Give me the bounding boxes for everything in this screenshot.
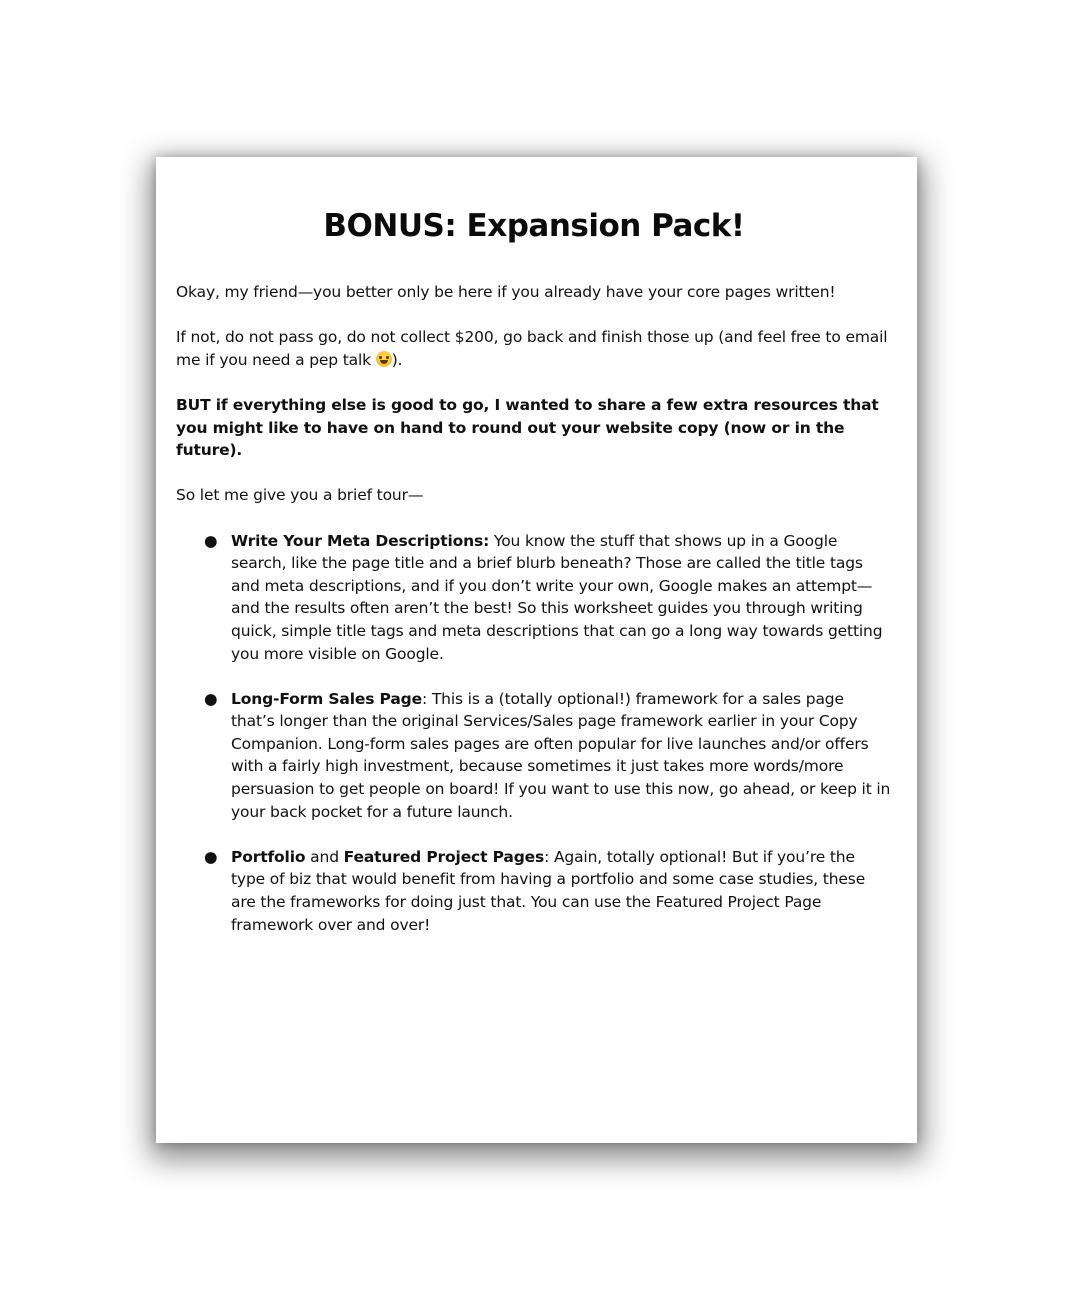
- if-not-end-text: ).: [391, 350, 403, 369]
- document-title: BONUS: Expansion Pack!: [323, 208, 745, 244]
- list-item-label: Write Your Meta Descriptions:: [231, 531, 490, 550]
- tour-paragraph: So let me give you a brief tour—: [176, 486, 424, 505]
- intro-paragraph: Okay, my friend—you better only be here if you already have your core pages written!: [176, 283, 836, 301]
- document-page: [156, 157, 917, 1143]
- list-item-text: : This is a (totally optional!) framework for a sales page that’s longer than the original Services/Sales page framework earlier in your Copy Companion. Long-form sales pages are often popular for live launches and/or offers with a fairly high investment, because sometimes it just takes more words/more persuasion to get people on board! If you want to use this now, go ahead, or keep it in your back pocket for a future launch.: [231, 689, 891, 821]
- bullet-icon: ●: [204, 847, 218, 866]
- list-item-meta-descriptions: [176, 530, 892, 666]
- if-not-text: If not, do not pass go, do not collect $200, go back and finish those up (and feel free to email me if you need a pep talk: [176, 328, 888, 369]
- document-content: [176, 207, 892, 959]
- bold-paragraph: BUT if everything else is good to go, I wanted to share a few extra resources that you might like to have on hand to round out your website copy (now or in the future).: [176, 395, 879, 460]
- bullet-icon: ●: [204, 689, 218, 708]
- list-item-label: Portfolio: [231, 847, 306, 866]
- bullet-icon: ●: [204, 531, 218, 550]
- list-item-connector: and: [305, 847, 344, 866]
- list-item-portfolio: [176, 846, 892, 936]
- list-item-text: You know the stuff that shows up in a Google search, like the page title and a brief blurb beneath? Those are called the title tags and meta descriptions, and if you don’t write your own, Google makes an attempt—and the results often aren’t the best! So this worksheet guides you through writing quick, simple title tags and meta descriptions that can go a long way towards getting you more visible on Google.: [231, 531, 883, 663]
- grinning-face-icon: [376, 351, 392, 367]
- list-item-text: : Again, totally optional! But if you’re the type of biz that would benefit from having a portfolio and some case studies, these are the frameworks for doing just that. You can use the Featured Project Page framework over and over!: [231, 847, 866, 934]
- list-item-long-form-sales-page: [176, 688, 892, 824]
- resource-list: [176, 530, 892, 937]
- if-not-paragraph: [176, 326, 892, 371]
- list-item-label: Long-Form Sales Page: [231, 689, 422, 708]
- list-item-label-secondary: Featured Project Pages: [343, 847, 545, 866]
